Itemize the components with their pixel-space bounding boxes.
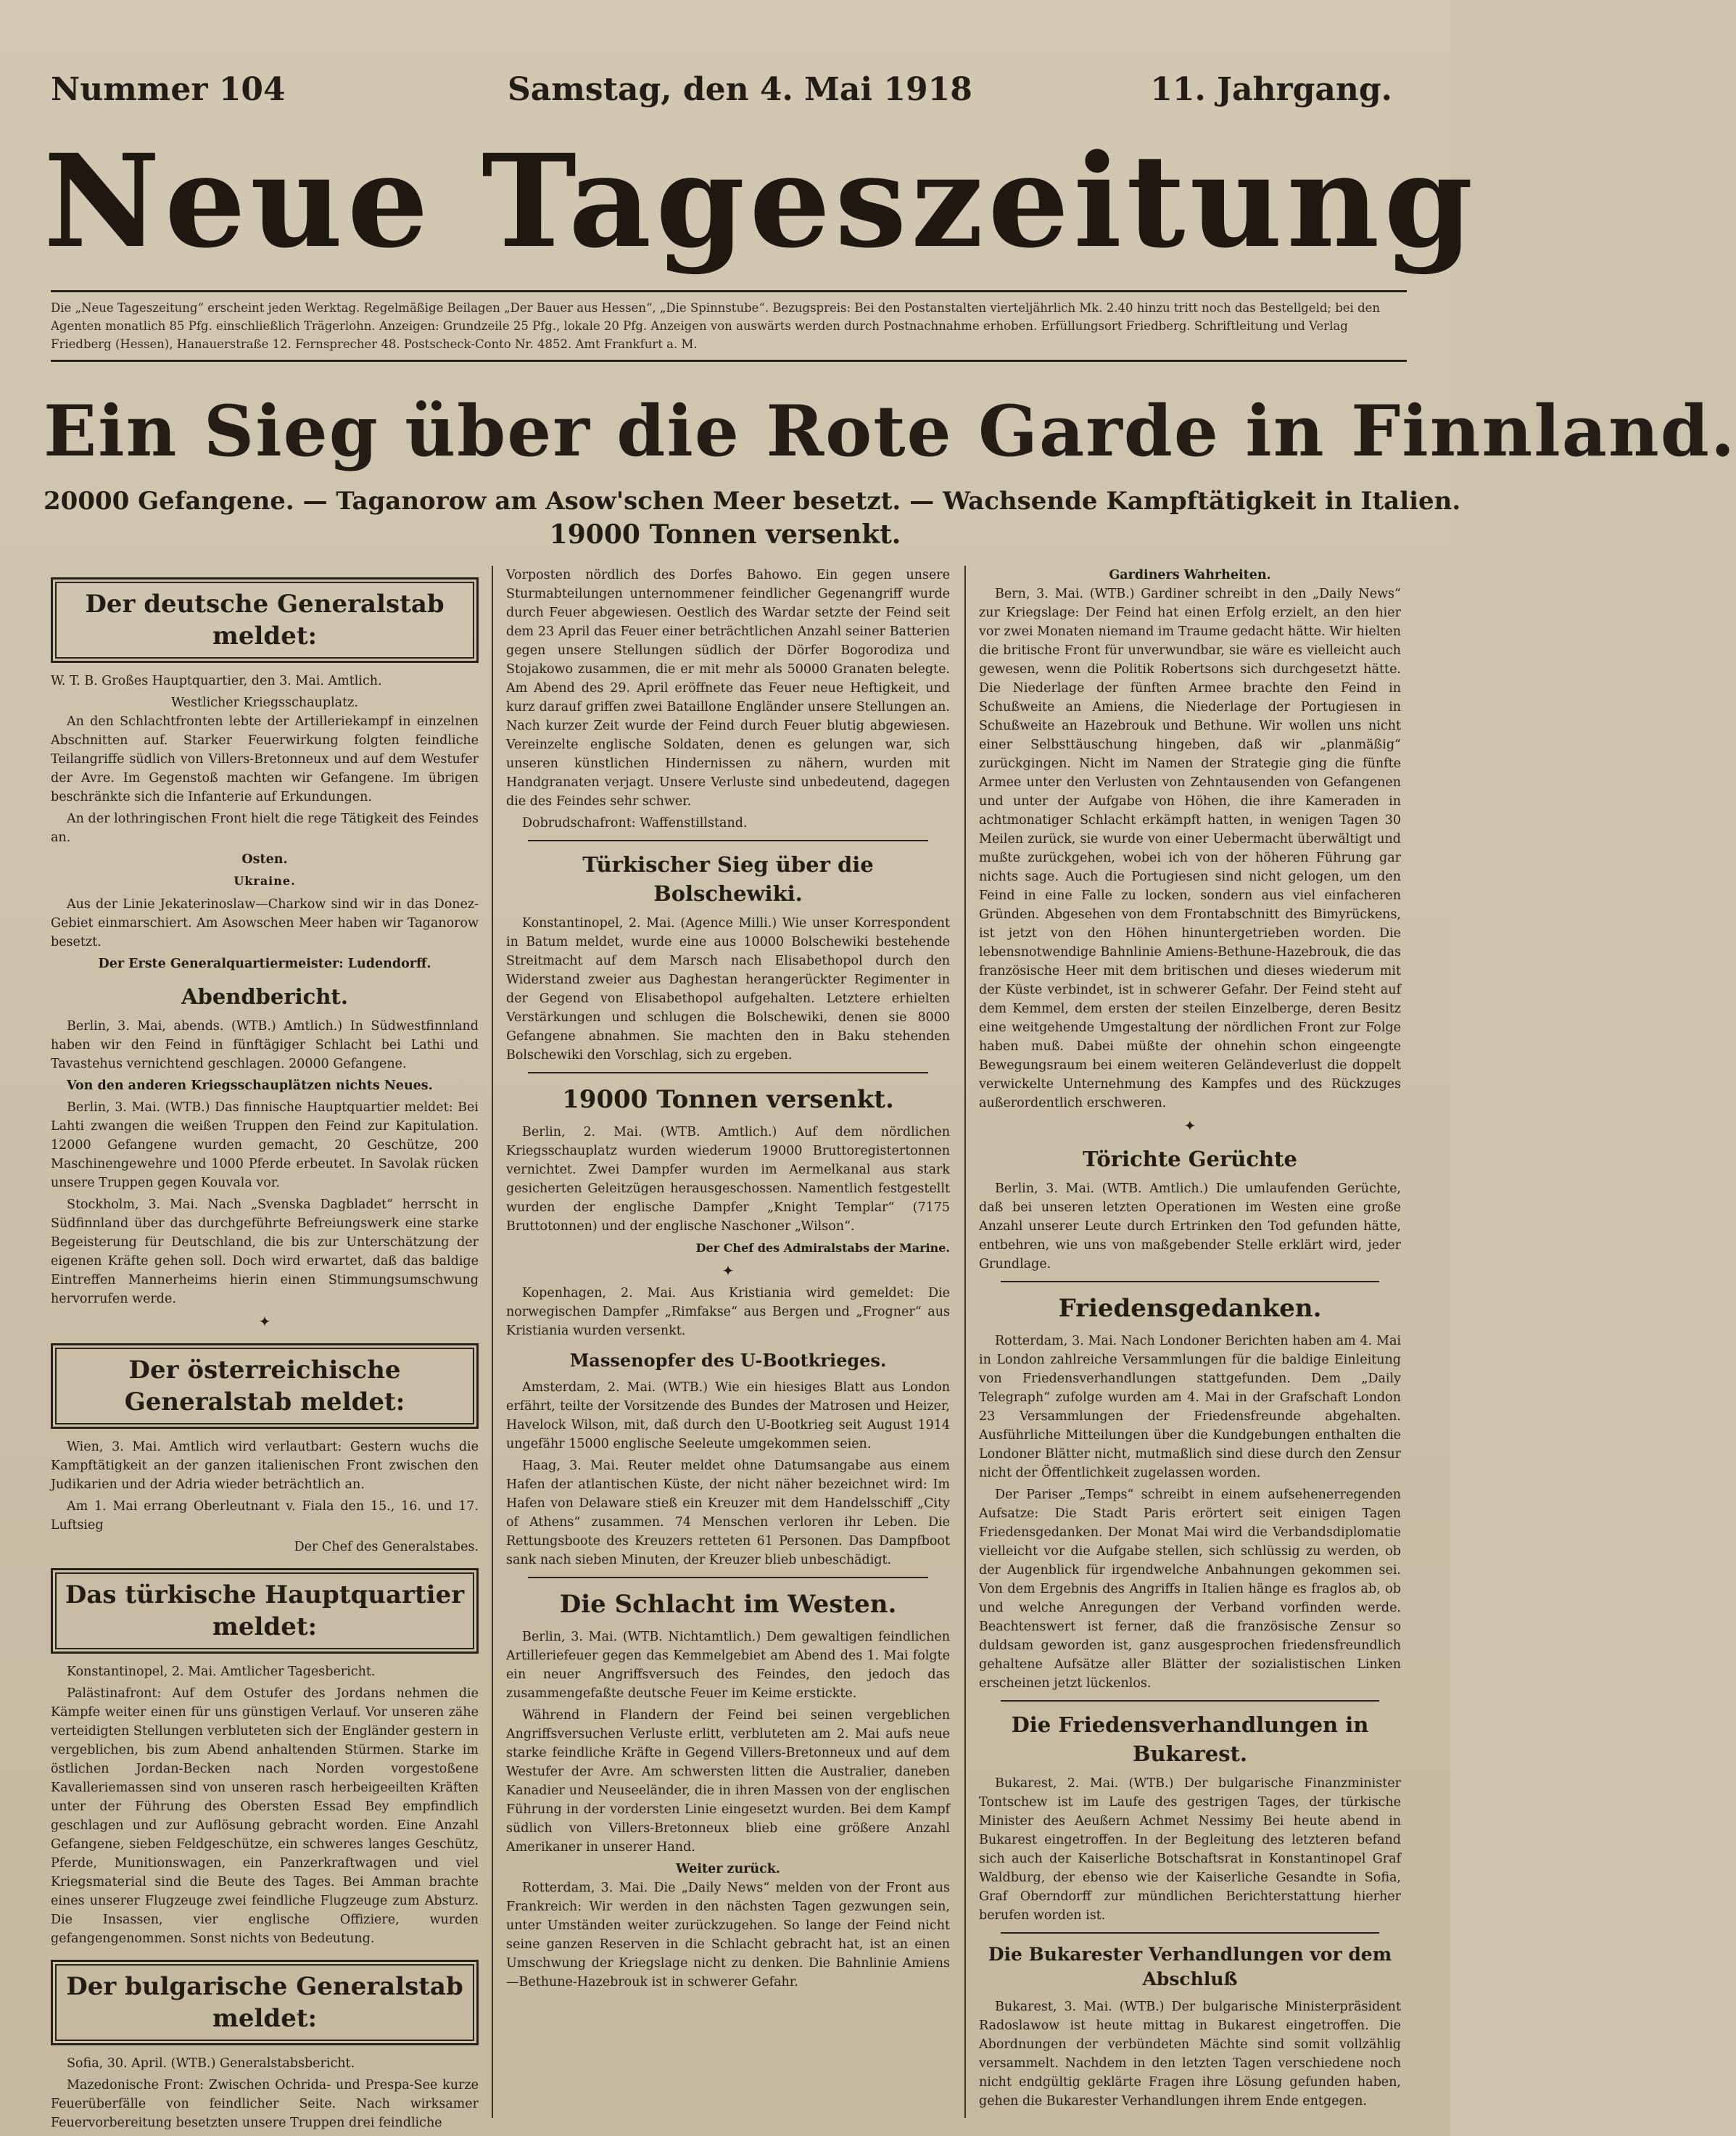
paragraph: Am 1. Mai errang Oberleutnant v. Fiala den 15., 16. und 17. Luftsieg xyxy=(51,1499,479,1533)
paragraph: Berlin, 3. Mai, abends. (WTB.) Amtlich.) In Südwestfinnland haben wir den Feind in fünftägiger Schlacht bei Lathi und Tavastehus vernichtend geschlagen. 20000 Gefangene. xyxy=(51,1019,479,1071)
separator-line xyxy=(528,840,928,841)
paragraph: Kopenhagen, 2. Mai. Aus Kristiania wird gemeldet: Die norwegischen Dampfer „Rimfakse“ aus Bergen und „Frogner“ aus Kristiania wurden versenkt. xyxy=(506,1286,950,1338)
section-heading: Törichte Gerüchte xyxy=(1083,1147,1297,1171)
paragraph: Der Pariser „Temps“ schreibt in einem aufsehenerregenden Aufsatze: Die Stadt Paris erörtert seit einigen Tagen Friedensgedanken. Der Monat Mai wird die Verbandsdiplomatie vielleicht vor die Aufgabe stellen, sich schlüssig zu werden, ob der Augenblick für irgendwelche Anbahnungen gekommen sei. Von dem Ergebnis des Angriffs in Italien hänge es fraglos ab, ob und welche Anregungen der Verband vorfinden werde. Beachtenswert ist ferner, daß die französische Zensur so duldsam geworden ist, ganz ausgesprochen friedensfreundlich gehaltene Aufsätze aller Blätter der sozialistischen Linken erscheinen jetzt lückenlos. xyxy=(979,1488,1401,1691)
volume: 11. Jahrgang. xyxy=(1150,71,1392,108)
paragraph: Wien, 3. Mai. Amtlich wird verlautbart: Gestern wuchs die Kampftätigkeit an der ganzen italienischen Front zwischen den Judikarien und der Adria wieder beträchtlich an. xyxy=(51,1440,479,1492)
paragraph: Bukarest, 2. Mai. (WTB.) Der bulgarische Finanzminister Tontschew ist im Laufe des gestrigen Tages, der türkische Minister des Aeußern Achmet Nessimy Bei heute abend in Bukarest eingetroffen. In der Begleitung des letzteren befand sich auch der Kaiserliche Botschaftsrat in Konstantinopel Graf Waldburg, der ebenso wie der Kaiserliche Gesandte in Sofia, Graf Oberndorff zur mündlichen Berichterstattung hierher berufen worden ist. xyxy=(979,1776,1401,1923)
sub-headline: 20000 Gefangene. — Taganorow am Asow'schen Meer besetzt. — Wachsende Kampftätigkeit in Italien. xyxy=(44,487,1461,516)
main-headline: Ein Sieg über die Rote Garde in Finnland. xyxy=(44,390,1736,472)
box-heading: Der bulgarische Generalstab meldet: xyxy=(51,1960,479,2045)
section-heading: 19000 Tonnen versenkt. xyxy=(562,1085,894,1114)
box-heading: Das türkische Hauptquartier meldet: xyxy=(51,1568,479,1654)
section-label: Osten. xyxy=(241,852,288,867)
paragraph: Mazedonische Front: Zwischen Ochrida- und Prespa-See kurze Feuerüberfälle von feindlicher Seite. Nach wirksamer Feuervorbereitung besetzten unsere Truppen drei feindliche xyxy=(51,2078,479,2130)
paragraph: Amsterdam, 2. Mai. (WTB.) Wie ein hiesiges Blatt aus London erfährt, teilte der Vorsitzende des Bundes der Matrosen und Heizer, Havelock Wilson, mit, daß durch den U-Bootkrieg seit August 1914 ungefähr 15000 englische Seeleute umgekommen seien. xyxy=(506,1380,950,1451)
column-1 xyxy=(51,566,479,2130)
paragraph: Berlin, 3. Mai. (WTB. Nichtamtlich.) Dem gewaltigen feindlichen Artilleriefeuer gegen das Kemmelgebiet am Abend des 1. Mai folgte ein neuer Angriffsversuch des Feindes, den jedoch das zusammengefaßte deutsche Feuer im Keime erstickte. xyxy=(506,1630,950,1701)
paragraph: Aus der Linie Jekaterinoslaw—Charkow sind wir in das Donez-Gebiet einmarschiert. Am Asowschen Meer haben wir Taganorow besetzt. xyxy=(51,897,479,949)
paragraph: Während in Flandern der Feind bei seinen vergeblichen Angriffsversuchen Verluste erlitt, verbluteten am 2. Mai aufs neue starke feindliche Kräfte in Gegend Villers-Bretonneux und auf dem Westufer der Avre. Am schwersten litten die Australier, daneben Kanadier und Neuseeländer, die in ihren Massen von der englischen Führung in der vordersten Linie eingesetzt wurden. Bei dem Kampf südlich von Villers-Bretonneux blieb eine größere Anzahl Amerikaner in unserer Hand. xyxy=(506,1708,950,1855)
box-heading: Der deutsche Generalstab meldet: xyxy=(51,577,479,663)
impressum-rule xyxy=(51,360,1407,362)
box-heading: Der österreichische Generalstab meldet: xyxy=(51,1343,479,1429)
paragraph: Bukarest, 3. Mai. (WTB.) Der bulgarische Ministerpräsident Radoslawow ist heute mittag in Bukarest eingetroffen. Die Abordnungen der verbündeten Mächte sind somit vollzählig versammelt. Nachdem in den letzten Tagen verschiedene noch nicht endgültig geklärte Fragen ihre Lösung gefunden haben, gehen die Bukarester Verhandlungen ihrem Ende entgegen. xyxy=(979,2000,1401,2108)
separator-star: ✦ xyxy=(722,1262,735,1279)
issue-number: Nummer 104 xyxy=(51,71,286,108)
issue-date: Samstag, den 4. Mai 1918 xyxy=(508,71,972,108)
paragraph: Berlin, 3. Mai. (WTB. Amtlich.) Die umlaufenden Gerüchte, daß bei unseren letzten Operationen im Westen eine große Anzahl unserer Leute durch Ertrinken den Tod gefunden hätte, entbehren, wie uns von maßgebender Stelle erklärt wird, jeder Grundlage. xyxy=(979,1182,1401,1271)
paragraph: Rotterdam, 3. Mai. Nach Londoner Berichten haben am 4. Mai in London zahlreiche Versammlungen für die baldige Einleitung von Friedensverhandlungen stattgefunden. Dem „Daily Telegraph“ zufolge wurden am 4. Mai in der Grafschaft London 23 Versammlungen der Friedensfreunde abgehalten. Ausführliche Mitteilungen über die Kundgebungen enthalten die Londoner Blätter nicht, mutmaßlich sind diese durch den Zensur nicht der Öffentlichkeit zugelassen worden. xyxy=(979,1334,1401,1480)
separator-star: ✦ xyxy=(1183,1117,1196,1134)
section-heading: Abendbericht. xyxy=(181,984,348,1009)
impressum: Die „Neue Tageszeitung“ erscheint jeden Werktag. Regelmäßige Beilagen „Der Bauer aus Hessen“, „Die Spinnstube“. Bezugspreis: Bei den Postanstalten vierteljährlich Mk. 2.40 hinzu tritt noch das Bestellgeld; bei den Agenten monatlich 85 Pfg. einschließlich Trägerlohn. Anzeigen: Grundzeile 25 Pfg., lokale 20 Pfg. Anzeigen von auswärts werden durch Postnachnahme erhoben. Erfüllungsort Friedberg. Schriftleitung und Verlag Friedberg (Hessen), Hanauerstraße 12. Fernsprecher 48. Postscheck-Conto Nr. 4852. Amt Frankfurt a. M. xyxy=(51,301,1381,351)
section-label: Ukraine. xyxy=(233,874,296,888)
separator-line xyxy=(1001,1932,1379,1934)
column-rule xyxy=(964,566,966,2118)
masthead-rule xyxy=(51,290,1407,292)
section-heading: Die Bukarester Verhandlungen vor dem Abschluß xyxy=(988,1944,1392,1989)
paragraph: Konstantinopel, 2. Mai. (Agence Milli.) Wie unser Korrespondent in Batum meldet, wurde eine aus 10000 Bolschewiki bestehende Streitmacht auf dem Marsch nach Elisabethopol durch den Widerstand zweier aus Daghestan herangerückter Regimenter in der Gegend von Elisabethopol aufgehalten. Letztere erhielten Verstärkungen und schlugen die Bolschewiki, denen sie 8000 Gefangene abnahmen. Sie machten den in Baku stehenden Bolschewiki den Vorschlag, sich zu ergeben. xyxy=(506,916,950,1063)
section-heading: Friedensgedanken. xyxy=(1058,1294,1322,1323)
paragraph: Dobrudschafront: Waffenstillstand. xyxy=(522,816,748,830)
paragraph: Rotterdam, 3. Mai. Die „Daily News“ melden von der Front aus Frankreich: Wir werden in den nächsten Tagen gezwungen sein, unter Umständen weiter zurückzugehen. So lange der Feind nicht seine ganzen Reserven in die Schlacht gebracht hat, ist an einen Umschwung der Kriegslage nicht zu denken. Die Bahnlinie Amiens—Bethune-Hazebrouk ist in schwerer Gefahr. xyxy=(506,1881,950,1989)
paragraph: Vorposten nördlich des Dorfes Bahowo. Ein gegen unsere Sturmabteilungen unternommener feindlicher Gegenangriff wurde durch Feuer abgewiesen. Oestlich des Wardar setzte der Feind seit dem 23 April das Feuer einer beträchtlichen Anzahl seiner Batterien gegen unsere Stellungen südlich der Dörfer Bogorodiza und Stojakowo zusammen, die er mit mehr als 50000 Granaten belegte. Am Abend des 29. April eröffnete das Feuer neue Heftigkeit, und kurz darauf griffen zwei Bataillone Engländer unsere Stellungen an. Nach kurzer Zeit wurde der Feind durch Feuer blutig abgewiesen. Vereinzelte englische Soldaten, denen es gelungen war, sich unseren künstlichen Hindernissen zu nähern, wurden mit Handgranaten verjagt. Unsere Verluste sind unbedeutend, dagegen die des Feindes sehr schwer. xyxy=(506,568,950,809)
section-heading: Türkischer Sieg über die Bolschewiki. xyxy=(582,852,874,906)
paragraph: Palästinafront: Auf dem Ostufer des Jordans nehmen die Kämpfe weiter einen für uns günstigen Verlauf. Vor unseren zähe verteidigten Stellungen verbluteten sich der Engländer gestern in vergeblichen, bis zum Abend anhaltenden Stürmen. Starke im östlichen Jordan-Becken nach Norden vorgestoßene Kavalleriemassen sind von unseren rasch herbeigeeilten Kräften unter der Führung des Obersten Essad Bey empfindlich geschlagen und zur Auflösung gebracht worden. Eine Anzahl Gefangene, sieben Feldgeschütze, ein schweres langes Geschütz, Pferde, Munitionswagen, ein Panzerkraftwagen und viel Kriegsmaterial sind die Beute des Tages. Bei Amman brachte eines unserer Flugzeuge zwei feindliche Flugzeuge zum Absturz. Die Insassen, vier englische Offiziere, wurden gefangengenommen. Sonst nichts von Bedeutung. xyxy=(51,1686,479,1946)
paragraph: Von den anderen Kriegsschauplätzen nichts Neues. xyxy=(67,1079,433,1093)
separator-line xyxy=(1001,1700,1379,1702)
section-heading: Die Schlacht im Westen. xyxy=(559,1590,897,1619)
paragraph: Haag, 3. Mai. Reuter meldet ohne Datumsangabe aus einem Hafen der atlantischen Küste, der nicht näher bezeichnet wird: Im Hafen von Delaware stieß ein Kreuzer mit dem Handelsschiff „City of Athens“ zusammen. 74 Menschen verloren ihr Leben. Die Rettungsboote des Kreuzers retteten 61 Personen. Das Dampfboot sank nach sieben Minuten, der Kreuzer blieb unbeschädigt. xyxy=(506,1459,950,1567)
signature: Der Chef des Generalstabes. xyxy=(294,1540,479,1554)
signature: Der Chef des Admiralstabs der Marine. xyxy=(695,1241,950,1255)
sub-headline-2: 19000 Tonnen versenkt. xyxy=(549,519,901,550)
paragraph: Konstantinopel, 2. Mai. Amtlicher Tagesbericht. xyxy=(67,1665,376,1679)
section-heading: Massenopfer des U-Bootkrieges. xyxy=(569,1350,887,1371)
section-label: Weiter zurück. xyxy=(675,1862,781,1876)
masthead-title: Neue Tageszeitung xyxy=(44,126,1478,276)
paragraph: Stockholm, 3. Mai. Nach „Svenska Dagbladet“ herrscht in Südfinnland über das durchgeführte Befreiungswerk eine starke Begeisterung für Deutschland, die bis zur Unterschätzung der eigenen Kräfte gehen soll. Doch wird erwartet, daß das baldige Eintreffen Mannerheims hierin einen Stimmungsumschwung hervorrufen werde. xyxy=(51,1197,479,1306)
paragraph: Sofia, 30. April. (WTB.) Generalstabsbericht. xyxy=(67,2056,355,2071)
signature: Der Erste Generalquartiermeister: Ludendorff. xyxy=(98,957,431,971)
section-heading: Die Friedensverhandlungen in Bukarest. xyxy=(1011,1712,1369,1766)
separator-line xyxy=(528,1072,928,1073)
paragraph: An den Schlachtfronten lebte der Artilleriekampf in einzelnen Abschnitten auf. Starker Feuerwirkung folgten feindliche Teilangriffe südlich von Villers-Bretonneux und auf dem Westufer der Avre. Im Gegenstoß machten wir Gefangene. Im übrigen beschränkte sich die Infanterie auf Erkundungen. xyxy=(51,714,479,804)
dateline: W. T. B. Großes Hauptquartier, den 3. Mai. Amtlich. xyxy=(51,674,382,688)
column-3 xyxy=(979,566,1401,2125)
separator-star: ✦ xyxy=(258,1313,271,1330)
column-rule xyxy=(492,566,493,2118)
column-2 xyxy=(506,566,950,2125)
paragraph: Berlin, 2. Mai. (WTB. Amtlich.) Auf dem nördlichen Kriegsschauplatz wurden wiederum 19000 Bruttoregistertonnen vernichtet. Zwei Dampfer wurden im Aermelkanal aus stark gesicherten Geleitzügen herausgeschossen. Namentlich festgestellt wurden der englische Dampfer „Knight Templar“ (7175 Bruttotonnen) und der englische Naschoner „Wilson“. xyxy=(506,1125,950,1234)
section-label: Westlicher Kriegsschauplatz. xyxy=(171,696,358,710)
separator-line xyxy=(1001,1281,1379,1282)
paragraph: Berlin, 3. Mai. (WTB.) Das finnische Hauptquartier meldet: Bei Lahti zwangen die weißen Truppen den Feind zur Kapitulation. 12000 Gefangene wurden gemacht, 20 Geschütze, 200 Maschinengewehre und 1000 Pferde erbeutet. In Savolak rücken unsere Truppen gegen Kouvala vor. xyxy=(51,1100,479,1190)
separator-line xyxy=(528,1577,928,1578)
section-label: Gardiners Wahrheiten. xyxy=(1109,568,1271,582)
paragraph: An der lothringischen Front hielt die rege Tätigkeit des Feindes an. xyxy=(51,812,479,845)
paragraph: Bern, 3. Mai. (WTB.) Gardiner schreibt in den „Daily News“ zur Kriegslage: Der Feind hat einen Erfolg erzielt, an den hier vor zwei Monaten niemand im Traume gedacht hätte. Wir hielten die britische Front für unverwundbar, sie wäre es vielleicht auch gewesen, wenn die Politik Robertsons sich durchgesetzt hätte. Die Niederlage der fünften Armee brachte den Feind in Schußweite an Amiens, die Niederlage der Portugiesen in Schußweite an Hazebrouk und Bethune. Wir wollen uns nicht einer Selbsttäuschung hingeben, daß wir „planmäßig“ zurückgingen. Nicht im Namen der Strategie ging die fünfte Armee unter den Verlusten von Zehntausenden von Gefangenen und unter der Aufgabe von Höhen, die ihre Kameraden in achtmonatiger Schlacht erkämpft hatten, in wenigen Tagen 30 Meilen zurück, sie wurde von einer Uebermacht überwältigt und mußte zurückgehen, wobei ich von der höheren Führung gar nichts sage. Auch die Portugiesen sind nicht gelogen, um den Feind in eine Falle zu locken, sondern aus viel einfacheren Gründen. Abgesehen von dem Frontabschnitt des Bimyrückens, ist jetzt von den Höhen hinuntergetrieben worden. Die lebensnotwendige Bahnlinie Amiens-Bethune-Hazebrouk, die das französische Heer mit dem britischen und dieses wiederum mit der Küste verbindet, ist in schwerer Gefahr. Der Feind steht auf dem Kemmel, dem ersten der steilen Einzelberge, deren Besitz eine weitgehende Umgestaltung der nördlichen Front zur Folge haben muß. Dabei müßte der ohnehin schon eingeengte Bewegungsraum bei einem weiteren Geländeverlust die doppelt verwickelte Unternehmung des Kampfes und des Rückzuges außerordentlich erschweren. xyxy=(979,587,1401,1110)
